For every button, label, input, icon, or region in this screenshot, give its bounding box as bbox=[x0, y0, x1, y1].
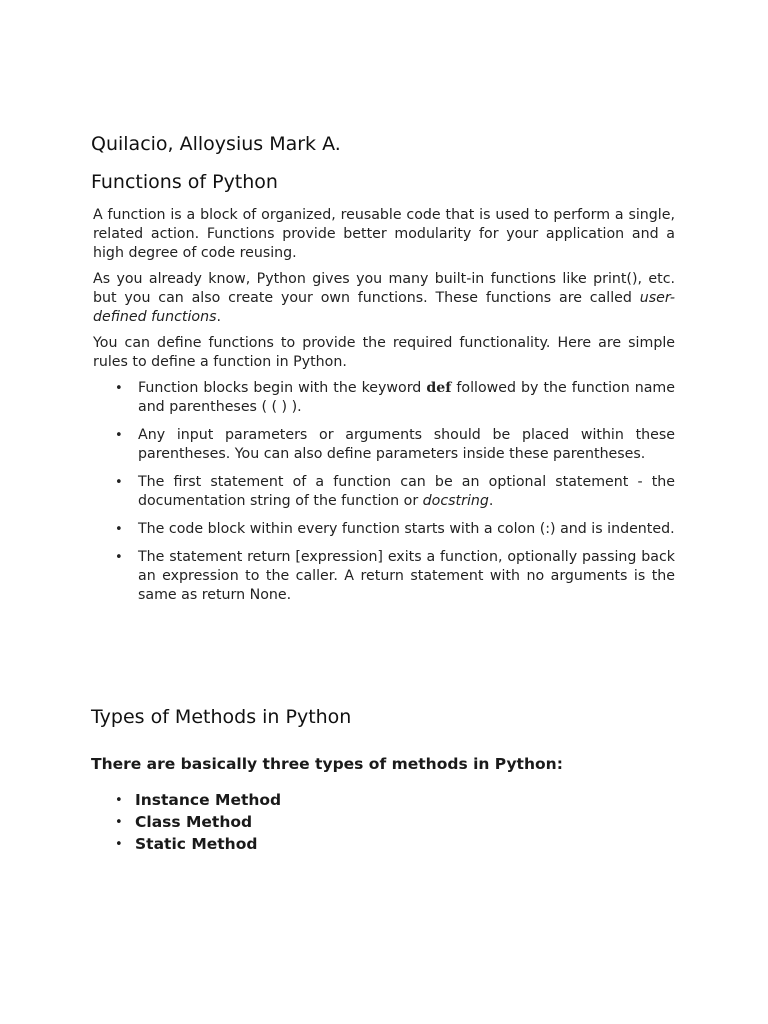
paragraph-text: As you already know, Python gives you many built-in functions like print(), etc. but you can also create your own functions. These functions are called bbox=[93, 271, 675, 306]
paragraph-text: . bbox=[216, 309, 221, 325]
rule-text: . bbox=[488, 493, 494, 509]
bullet-icon: • bbox=[115, 837, 123, 852]
bullet-icon: • bbox=[115, 793, 123, 808]
bullet-icon: • bbox=[115, 428, 123, 443]
rule-item-colon-indent bbox=[113, 520, 675, 539]
method-types-intro: There are basically three types of methods in Python: bbox=[91, 755, 563, 773]
rule-item-parameters bbox=[113, 426, 675, 464]
rule-text: The code block within every function starts with a colon (:) and is indented. bbox=[138, 521, 675, 537]
rule-text: Any input parameters or arguments should be placed within these parentheses. You can also define parameters inside these parentheses. bbox=[138, 427, 675, 462]
rule-text: followed by the function name and parentheses ( ( ) ). bbox=[138, 380, 675, 415]
author-name: Quilacio, Alloysius Mark A. bbox=[91, 133, 341, 155]
method-types-list bbox=[91, 789, 675, 855]
bullet-icon: • bbox=[115, 522, 123, 537]
emphasis-docstring: docstring bbox=[422, 493, 489, 509]
method-type-label: Class Method bbox=[135, 813, 253, 831]
paragraph-built-in-functions bbox=[93, 270, 675, 327]
section-heading-method-types: Types of Methods in Python bbox=[91, 706, 352, 728]
rule-text: Function blocks begin with the keyword bbox=[138, 380, 427, 396]
bullet-icon: • bbox=[115, 381, 123, 396]
keyword-def: def bbox=[426, 380, 452, 396]
bullet-icon: • bbox=[115, 815, 123, 830]
bullet-icon: • bbox=[115, 475, 123, 490]
paragraph-rules-intro: You can define functions to provide the required functionality. Here are simple rules to define a function in Python. bbox=[93, 335, 675, 370]
method-type-label: Instance Method bbox=[135, 791, 282, 809]
rule-item-docstring bbox=[113, 473, 675, 511]
bullet-icon: • bbox=[115, 550, 123, 565]
rules-list bbox=[91, 379, 675, 605]
method-type-item bbox=[113, 833, 675, 855]
method-type-label: Static Method bbox=[135, 835, 258, 853]
rule-item-return-statement bbox=[113, 548, 675, 605]
method-type-item bbox=[113, 811, 675, 833]
rule-text: The statement return [expression] exits a function, optionally passing back an expression to the caller. A return statement with no arguments is the same as return None. bbox=[138, 549, 675, 603]
page-title: Functions of Python bbox=[91, 171, 278, 193]
rule-item-def-keyword bbox=[113, 379, 675, 417]
paragraph-function-definition: A function is a block of organized, reusable code that is used to perform a single, related action. Functions provide better modularity for your application and a high degree of code reusing. bbox=[93, 207, 675, 261]
rule-text: The first statement of a function can be an optional statement - the documentation string of the function or bbox=[138, 474, 675, 509]
emphasis-user-defined: user-defined functions bbox=[93, 290, 675, 325]
method-type-item bbox=[113, 789, 675, 811]
